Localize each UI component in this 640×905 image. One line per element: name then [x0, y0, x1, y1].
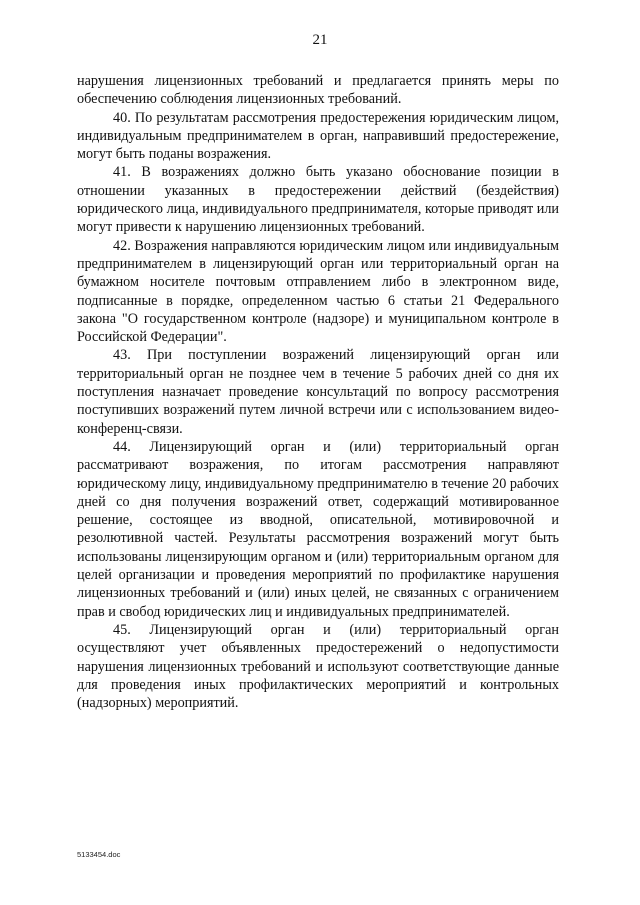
paragraph-41: 41. В возражениях должно быть указано обоснование позиции в отношении указанных в предостережении действий (бездействия) юридического лица, индивидуального предпринимателя, которые приводят или могут привести к нарушению лицензионных требований.: [77, 164, 559, 236]
paragraph-45: 45. Лицензирующий орган и (или) территориальный орган осуществляют учет объявленных предостережений о недопустимости нарушения лицензионных требований и используют соответствующие данные для проведения иных профилактических мероприятий и контрольных (надзорных) мероприятий.: [77, 621, 559, 712]
paragraph-40: 40. По результатам рассмотрения предостережения юридическим лицом, индивидуальным предпринимателем в орган, направивший предостережение, могут быть поданы возражения.: [77, 109, 559, 163]
document-body: [77, 72, 559, 712]
footer-doc-id: 5133454.doc: [77, 850, 121, 859]
paragraph-42: 42. Возражения направляются юридическим лицом или индивидуальным предпринимателем в лицензирующий орган или территориальный орган на бумажном носителе почтовым отправлением либо в электронном виде, подписанные в порядке, определенном частью 6 статьи 21 Федерального закона "О государственном контроле (надзоре) и муниципальном контроле в Российской Федерации".: [77, 237, 559, 346]
paragraph-43: 43. При поступлении возражений лицензирующий орган или территориальный орган не позднее чем в течение 5 рабочих дней со дня их поступления назначает проведение консультаций по вопросу рассмотрения поступивших возражений путем личной встречи или с использованием видео-конференц-связи.: [77, 347, 559, 437]
page-number: 21: [312, 32, 328, 48]
paragraph-continuation: нарушения лицензионных требований и предлагается принять меры по обеспечению соблюдения лицензионных требований.: [77, 73, 559, 108]
paragraph-44: 44. Лицензирующий орган и (или) территориальный орган рассматривают возражения, по итогам рассмотрения направляют юридическому лицу, индивидуальному предпринимателю в течение 20 рабочих дней со дня получения возражений ответ, содержащий мотивированное решение, состоящее из вводной, описательной, мотивировочной и резолютивной частей. Результаты рассмотрения возражений могут быть использованы лицензирующим органом и (или) территориальным органом для целей организации и проведения мероприятий по профилактике нарушения лицензионных требований и (или) иных целей, не связанных с ограничением прав и свобод юридических лиц и индивидуальных предпринимателей.: [77, 438, 559, 620]
